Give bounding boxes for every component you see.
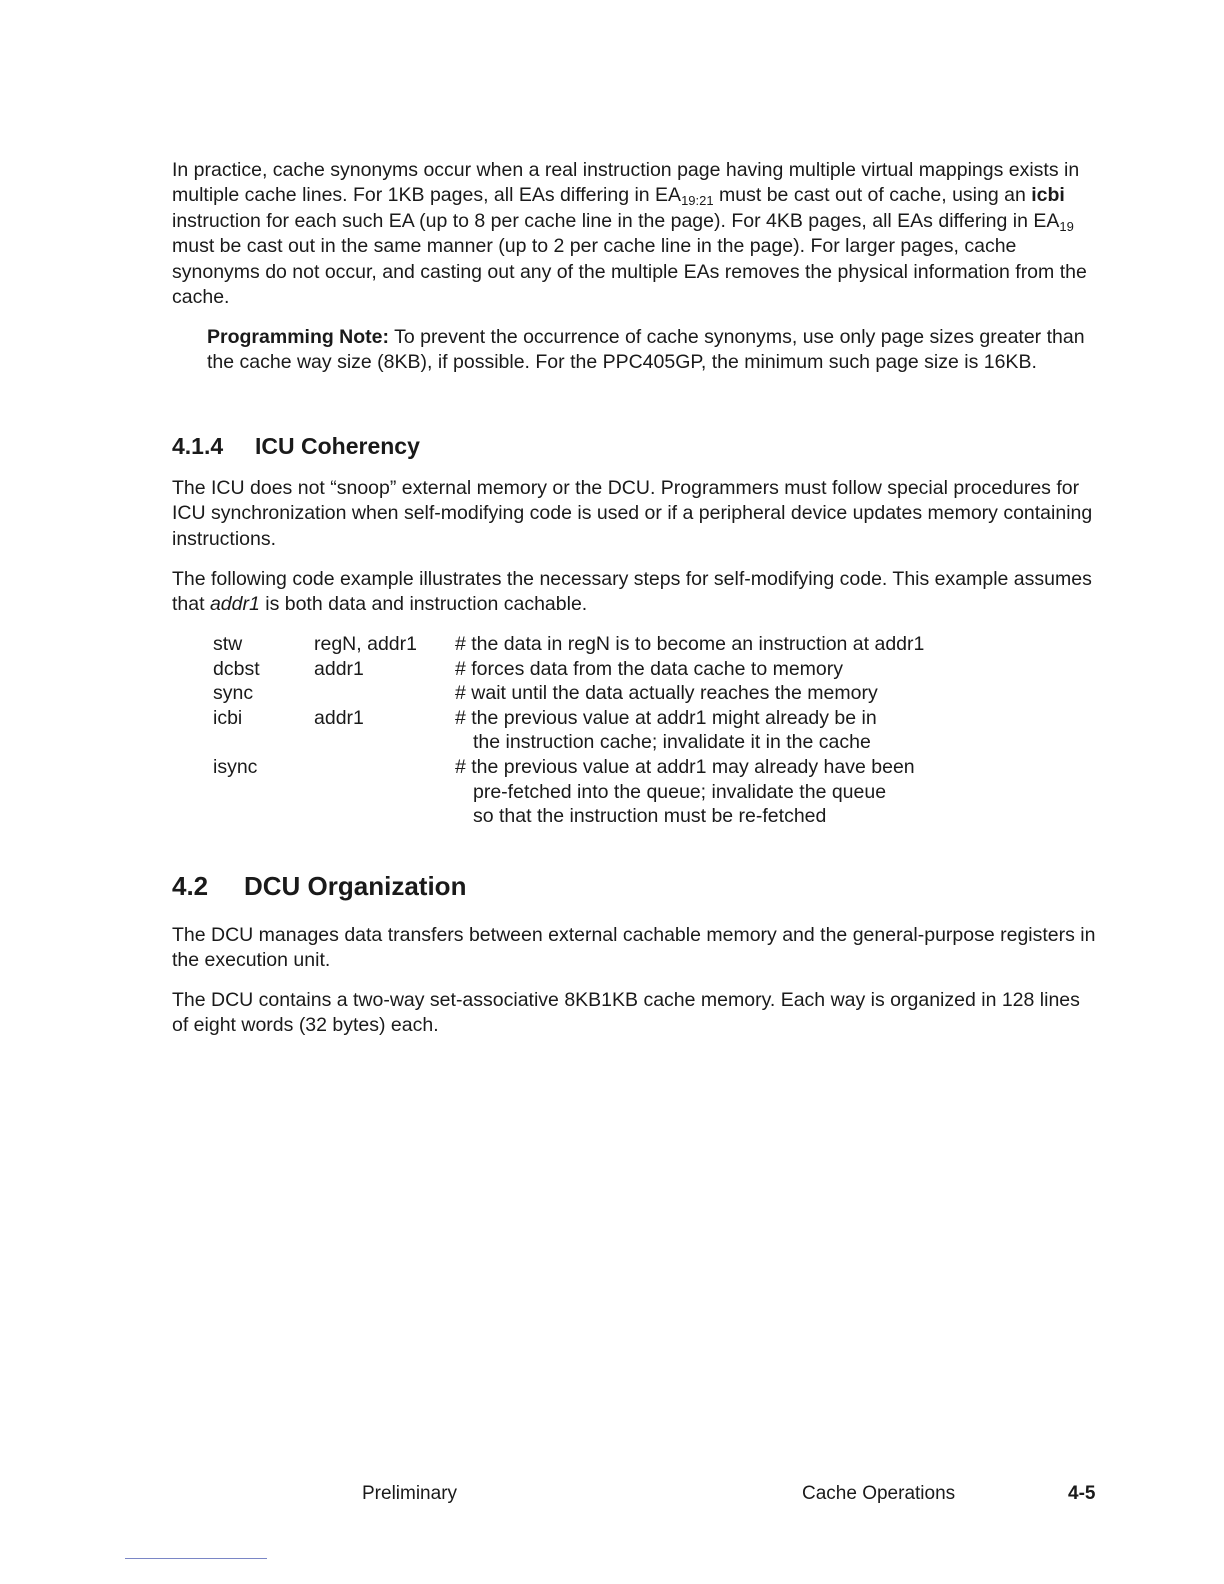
code-example	[213, 632, 975, 829]
programming-note	[207, 325, 1097, 376]
code-operand: addr1	[314, 706, 364, 729]
code-opcode: stw	[213, 633, 243, 655]
bottom-rule	[125, 1558, 267, 1559]
code-line	[213, 755, 975, 829]
code-comment-line: # forces data from the data cache to memory	[455, 657, 844, 680]
code-operand	[314, 755, 455, 829]
code-operand: regN, addr1	[314, 633, 417, 655]
code-line	[213, 657, 975, 682]
text-run: is both data and instruction cachable.	[259, 593, 588, 616]
code-line	[213, 706, 975, 755]
paragraph-dcu-manages: The DCU manages data transfers between external cachable memory and the general-purpose registers in the execution unit.	[172, 924, 1096, 972]
text-run: must be cast out in the same manner (up to 2 per cache line in the page). For larger pages, cache synonyms do not occur, and casting out any of the multiple EAs removes the physical information from the cache.	[172, 235, 1087, 309]
subscript: 19:21	[681, 193, 714, 209]
code-comment-line: # the previous value at addr1 might already be in	[455, 706, 877, 729]
code-comment	[455, 657, 975, 682]
code-comment-line: so that the instruction must be re-fetched	[473, 805, 827, 828]
code-line	[213, 632, 975, 657]
paragraph-icu-snoop: The ICU does not “snoop” external memory or the DCU. Programmers must follow special procedures for ICU synchronization when self-modifying code is used or if a peripheral device updates memory containing instructions.	[172, 477, 1093, 550]
paragraph-dcu-contains: The DCU contains a two-way set-associative 8KB1KB cache memory. Each way is organized in 128 lines of eight words (32 bytes) each.	[172, 989, 1080, 1037]
note-text: To prevent the occurrence of cache synonyms, use only page sizes greater than the cache way size (8KB), if possible. For the PPC405GP, the minimum such page size is 16KB.	[207, 326, 1085, 374]
section-title: DCU Organization	[244, 871, 467, 901]
code-opcode: isync	[213, 755, 258, 778]
code-operand: addr1	[314, 657, 364, 680]
code-comment	[455, 706, 975, 755]
subscript: 19	[1059, 218, 1074, 234]
text-run: must be cast out of cache, using an	[713, 184, 1032, 207]
code-opcode: sync	[213, 682, 254, 705]
code-opcode: icbi	[213, 706, 243, 729]
section-number: 4.2	[172, 871, 209, 901]
code-comment	[455, 632, 975, 657]
section-title: ICU Coherency	[255, 433, 420, 459]
code-comment	[455, 755, 975, 829]
heading-dcu-organization	[172, 870, 466, 902]
heading-icu-coherency	[172, 432, 420, 460]
code-comment-line: # wait until the data actually reaches the memory	[455, 682, 878, 705]
text-run: The following code example illustrates the necessary steps for self-modifying code. This example assumes that	[172, 568, 1092, 616]
code-comment-line: the instruction cache; invalidate it in the cache	[473, 731, 871, 754]
code-line	[213, 681, 975, 706]
paragraph-cache-synonyms	[172, 158, 1097, 310]
code-comment-line: # the previous value at addr1 may already have been	[455, 755, 915, 778]
footer-status: Preliminary	[362, 1483, 458, 1504]
code-comment-line: pre-fetched into the queue; invalidate the queue	[473, 780, 887, 803]
paragraph-code-intro	[172, 567, 1097, 618]
code-opcode: dcbst	[213, 657, 260, 680]
footer-chapter: Cache Operations	[802, 1483, 956, 1504]
code-variable: addr1	[209, 593, 260, 616]
text-run: In practice, cache synonyms occur when a real instruction page having multiple virtual mappings exists in multiple cache lines. For 1KB pages, all EAs differing in EA	[172, 159, 1080, 207]
instruction-name: icbi	[1031, 184, 1065, 207]
code-operand	[314, 681, 455, 706]
text-run: instruction for each such EA (up to 8 per cache line in the page). For 4KB pages, all EAs differing in EA	[172, 209, 1060, 232]
note-label: Programming Note:	[207, 326, 390, 348]
code-comment-line: # the data in regN is to become an instruction at addr1	[455, 633, 925, 655]
code-comment	[455, 681, 975, 706]
section-number: 4.1.4	[172, 433, 224, 459]
page-number: 4-5	[1068, 1483, 1096, 1504]
